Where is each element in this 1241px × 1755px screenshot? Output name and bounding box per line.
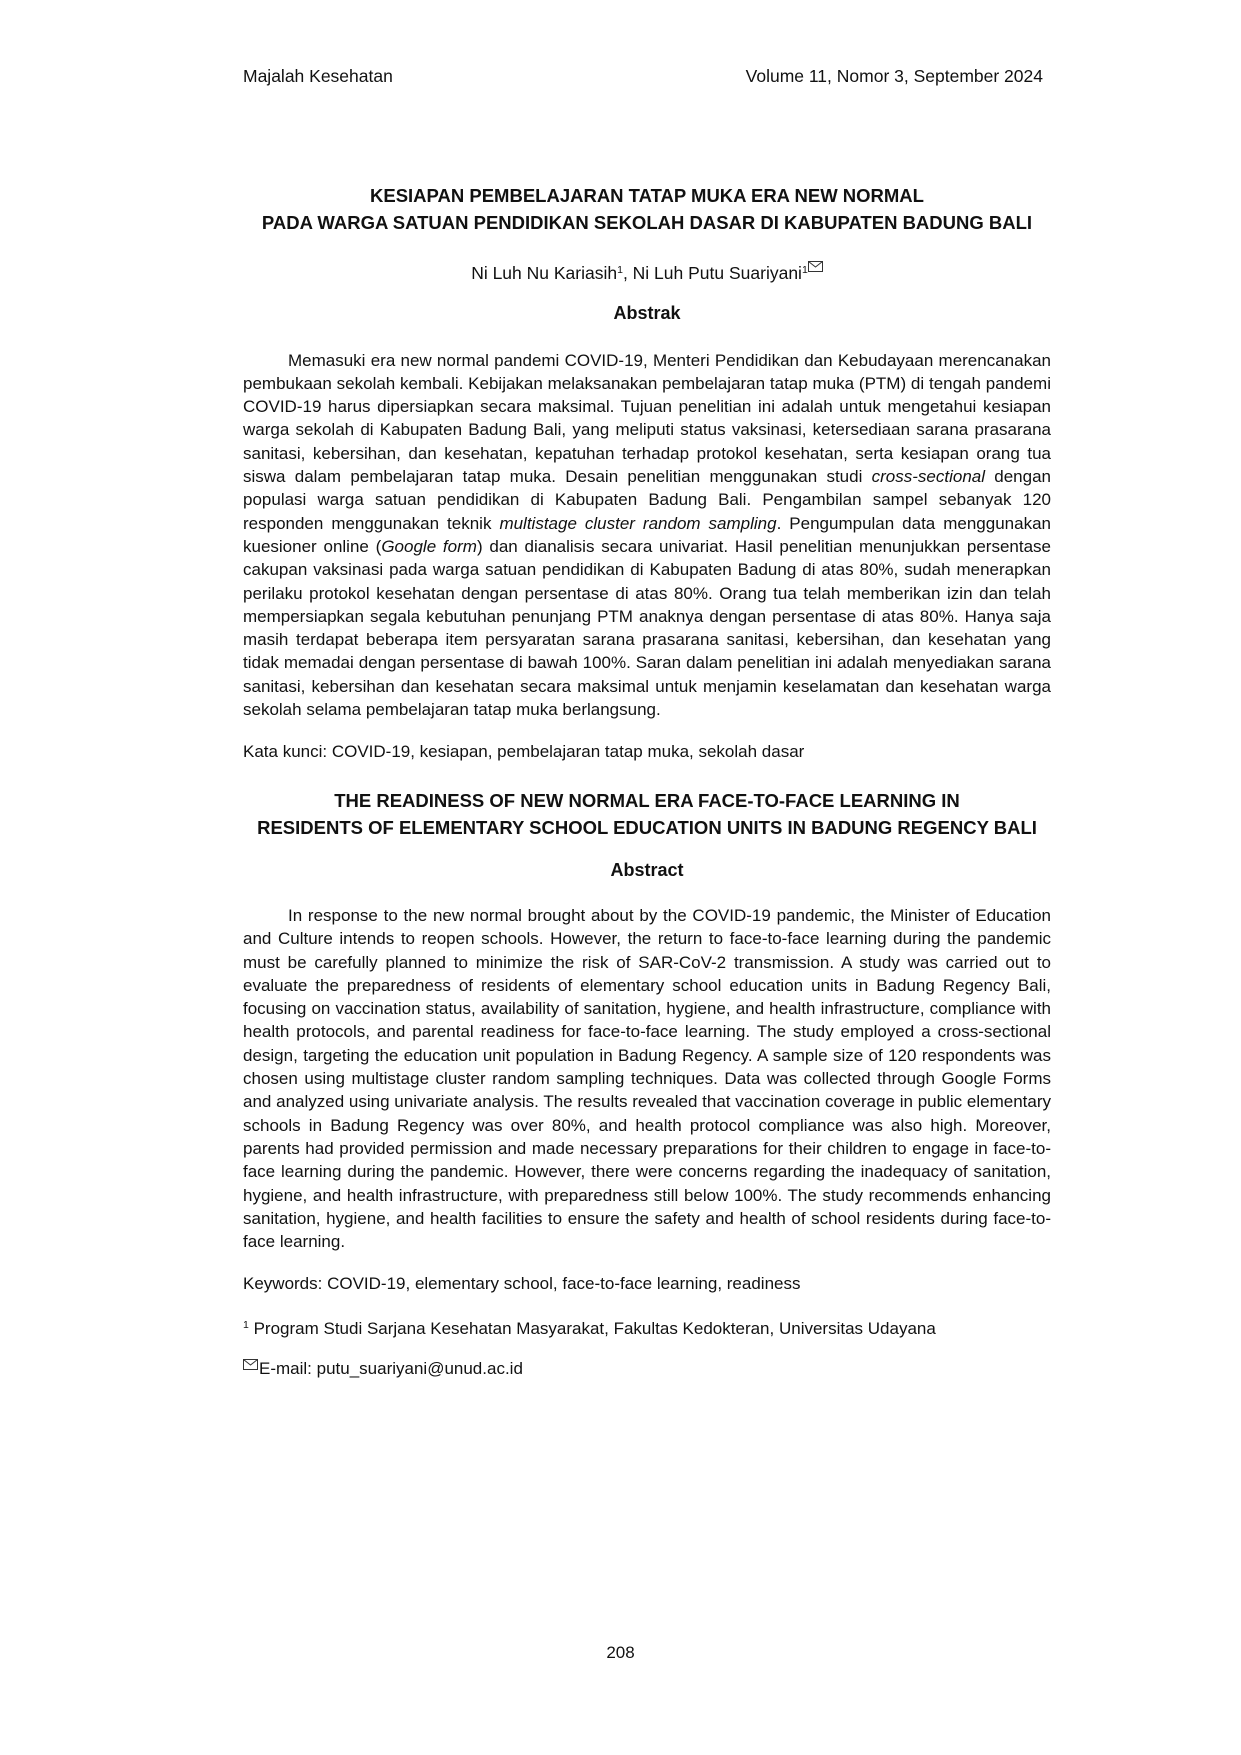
page-number: 208 <box>606 1643 635 1662</box>
running-header <box>243 66 1043 87</box>
envelope-icon <box>243 1359 258 1370</box>
issue-info: Volume 11, Nomor 3, September 2024 <box>745 66 1043 86</box>
affiliation-footnote <box>243 1314 1051 1340</box>
journal-name: Majalah Kesehatan <box>243 66 393 86</box>
abstrak-italic-term: multistage cluster random sampling <box>499 513 777 533</box>
title-id-line2: PADA WARGA SATUAN PENDIDIKAN SEKOLAH DASAR DI KABUPATEN BADUNG BALI <box>261 212 1033 233</box>
abstrak-italic-term: Google form <box>381 536 477 556</box>
affiliation-text: Program Studi Sarjana Kesehatan Masyarakat, Fakultas Kedokteran, Universitas Udayana <box>248 1318 936 1338</box>
abstract-heading: Abstract <box>610 859 684 880</box>
abstract-text: In response to the new normal brought about by the COVID-19 pandemic, the Minister of Education and Culture intends to reopen schools. However, the return to face-to-face learning during the pandemic must be carefully planned to minimize the risk of SAR-CoV-2 transmission. A study was carried out to evaluate the preparedness of residents of elementary school education units in Badung Regency Bali, focusing on vaccination status, availability of sanitation, hygiene, and health infrastructure, compliance with health protocols, and parental readiness for face-to-face learning. The study employed a cross-sectional design, targeting the education unit population in Badung Regency. A sample size of 120 respondents was chosen using multistage cluster random sampling techniques. Data was collected through Google Forms and analyzed using univariate analysis. The results revealed that vaccination coverage in public elementary schools in Badung Regency was over 80%, and health protocol compliance was also high. Moreover, parents had provided permission and made necessary preparations for their children to engage in face-to-face learning during the pandemic. However, there were concerns regarding the inadequacy of sanitation, hygiene, and health infrastructure, with preparedness still below 100%. The study recommends enhancing sanitation, hygiene, and health facilities to ensure the safety and health of school residents during face-to-face learning. <box>243 905 1051 1252</box>
abstrak-segment: ) dan dianalisis secara univariat. Hasil penelitian menunjukkan persentase cakupan vaksinasi pada warga satuan pendidikan di Kabupaten Badung di atas 80%, sudah menerapkan perilaku protokol kesehatan dengan persentase di atas 80%. Orang tua telah memberikan izin dan telah mempersiapkan segala kebutuhan penunjang PTM anaknya dengan persentase di atas 80%. Hanya saja masih terdapat beberapa item persyaratan sarana prasarana sanitasi, kebersihan, dan kesehatan yang tidak memadai dengan persentase di bawah 100%. Saran dalam penelitian ini adalah menyediakan sarana sanitasi, kebersihan dan kesehatan secara maksimal untuk menjamin keselamatan dan kesehatan warga sekolah selama pembelajaran tatap muka berlangsung. <box>243 536 1051 720</box>
author-2-affiliation: 1 <box>801 264 808 276</box>
title-english <box>243 787 1051 841</box>
author-1: Ni Luh Nu Kariasih <box>471 263 618 283</box>
abstrak-segment: Memasuki era new normal pandemi COVID-19, Menteri Pendidikan dan Kebudayaan merencanakan pembukaan sekolah kembali. Kebijakan melaksanakan pembelajaran tatap muka (PTM) di tengah pandemi COVID-19 harus dipersiapkan secara maksimal. Tujuan penelitian ini adalah untuk mengetahui kesiapan warga sekolah di Kabupaten Badung Bali, yang meliputi status vaksinasi, ketersediaan sarana prasarana sanitasi, kebersihan, dan kesehatan, kepatuhan terhadap protokol kesehatan, serta kesiapan orang tua siswa dalam pembelajaran tatap muka. Desain penelitian menggunakan studi <box>243 350 1051 487</box>
email-footnote <box>243 1357 1051 1380</box>
abstrak-segment: . Pengumpulan data menggunakan kuesioner online ( <box>243 513 1051 556</box>
article-body <box>243 182 1051 1380</box>
title-en-line2: RESIDENTS OF ELEMENTARY SCHOOL EDUCATION UNITS IN BADUNG REGENCY BALI <box>257 816 1037 838</box>
abstrak-segment: dengan populasi warga satuan pendidikan di Kabupaten Badung Bali. Pengambilan sampel sebanyak 120 responden menggunakan teknik <box>243 467 1052 533</box>
envelope-icon <box>808 261 823 272</box>
kata-kunci: Kata kunci: COVID-19, kesiapan, pembelajaran tatap muka, sekolah dasar <box>243 742 805 762</box>
email-text[interactable]: E-mail: putu_suariyani@unud.ac.id <box>259 1358 523 1378</box>
author-1-affiliation: 1 <box>617 264 623 276</box>
abstrak-heading: Abstrak <box>613 303 681 324</box>
keywords: Keywords: COVID-19, elementary school, face-to-face learning, readiness <box>243 1274 801 1294</box>
title-indonesian <box>243 182 1051 236</box>
abstrak-italic-term: cross-sectional <box>871 467 986 487</box>
author-2: Ni Luh Putu Suariyani <box>632 263 802 283</box>
title-id-line1: KESIAPAN PEMBELAJARAN TATAP MUKA ERA NEW NORMAL <box>370 185 924 206</box>
abstrak-text <box>243 349 1051 722</box>
title-en-line1: THE READINESS OF NEW NORMAL ERA FACE-TO-FACE LEARNING IN <box>334 789 960 811</box>
affiliation-marker: 1 <box>243 1318 249 1331</box>
author-separator: , <box>622 263 633 283</box>
author-list <box>243 259 1051 285</box>
